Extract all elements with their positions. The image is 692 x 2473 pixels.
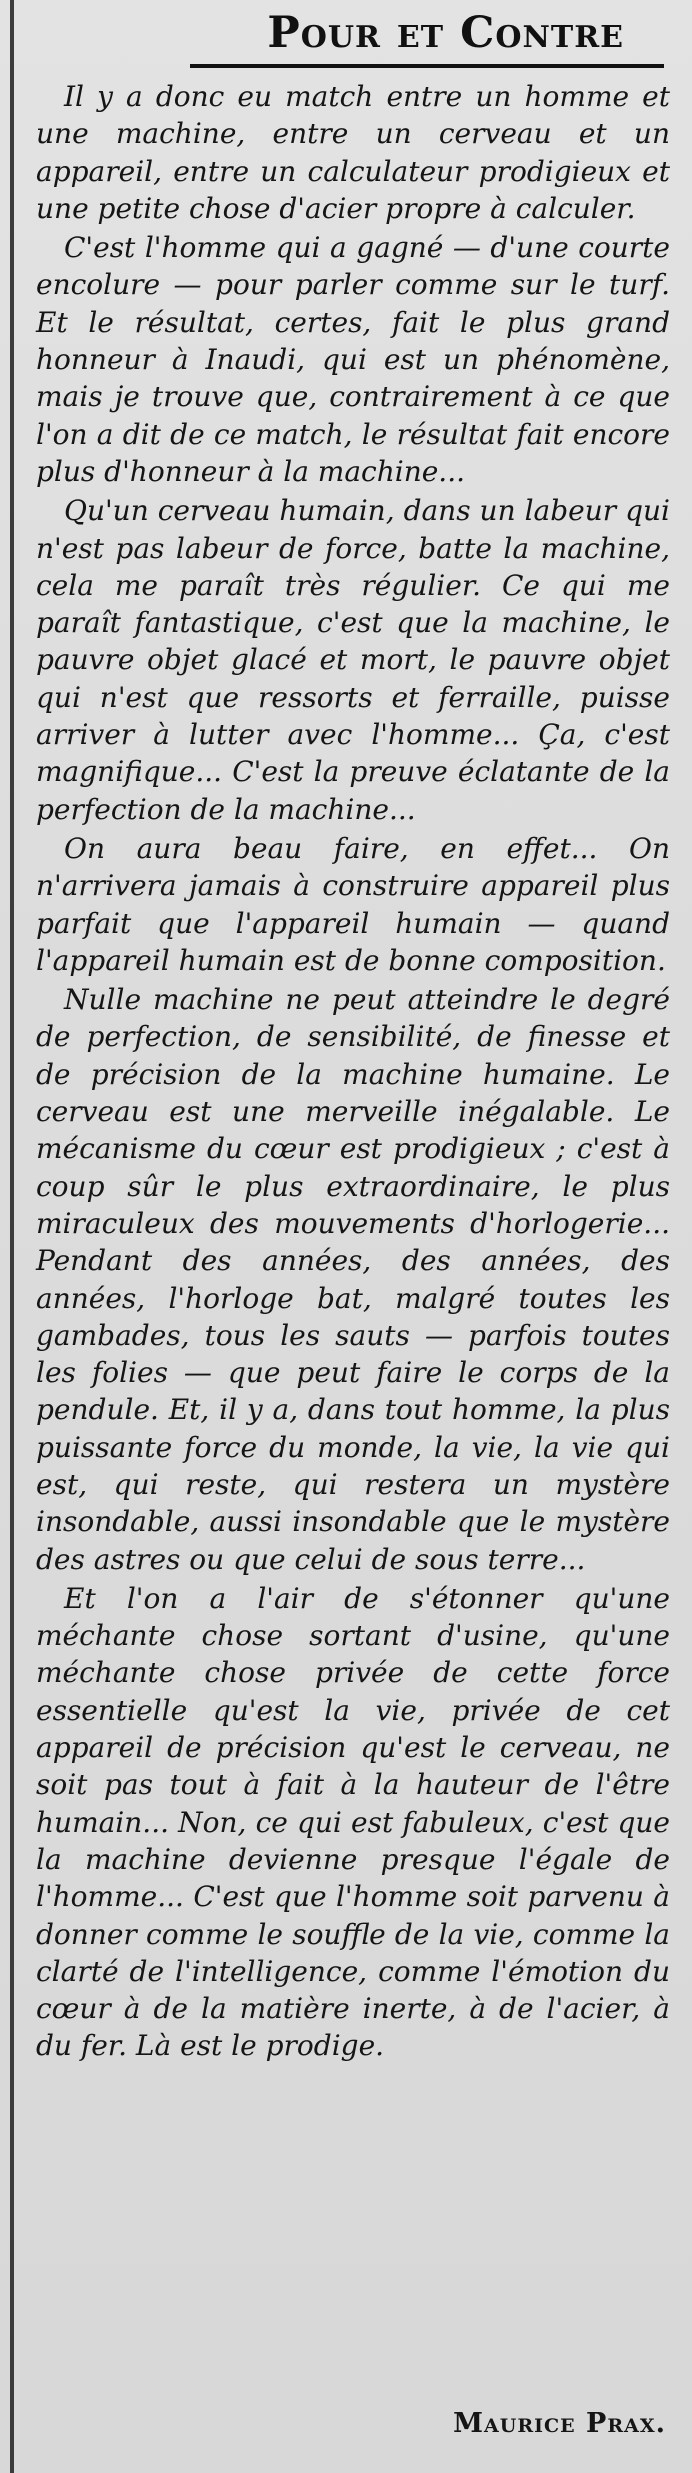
paragraph-6: Et l'on a l'air de s'étonner qu'une méchante chose sortant d'usine, qu'une méchante chose privée de cette force essentielle qu'est la vie, privée de cet appareil de précision qu'est le cerveau, ne soit pas tout à fait à la hauteur de l'être humain... Non, ce qui est fabuleux, c'est que la machine devienne presque l'égale de l'homme... C'est que l'homme soit parvenu à donner comme le souffle de la vie, comme la clarté de l'intelligence, comme l'émotion du cœur à de la matière inerte, à de l'acier, à du fer. Là est le prodige. xyxy=(36,1581,670,2063)
article-body xyxy=(36,78,670,2067)
author-signature: Maurice Prax. xyxy=(453,2408,666,2439)
paragraph-2: C'est l'homme qui a gagné — d'une courte encolure — pour parler comme sur le turf. Et le résultat, certes, fait le plus grand honneur à Inaudi, qui est un phénomène, mais je trouve que, contrairement à ce que l'on a dit de ce match, le résultat fait encore plus d'honneur à la machine... xyxy=(36,231,670,488)
column-rule xyxy=(10,0,14,2473)
paragraph-3: Qu'un cerveau humain, dans un labeur qui n'est pas labeur de force, batte la machine, cela me paraît très régulier. Ce qui me paraît fantastique, c'est que la machine, le pauvre objet glacé et mort, le pauvre objet qui n'est que ressorts et ferraille, puisse arriver à lutter avec l'homme... Ça, c'est magnifique... C'est la preuve éclatante de la perfection de la machine... xyxy=(36,494,670,826)
paragraph-5: Nulle machine ne peut atteindre le degré de perfection, de sensibilité, de finesse et de précision de la machine humaine. Le cerveau est une merveille inégalable. Le mécanisme du cœur est prodigieux ; c'est à coup sûr le plus extraordinaire, le plus miraculeux des mouvements d'horlogerie... Pendant des années, des années, des années, l'horloge bat, malgré toutes les gambades, tous les sauts — parfois toutes les folies — que peut faire le corps de la pendule. Et, il y a, dans tout homme, la plus puissante force du monde, la vie, la vie qui est, qui reste, qui restera un mystère insondable, aussi insondable que le mystère des astres ou que celui de sous terre... xyxy=(36,983,670,1576)
paragraph-1: Il y a donc eu match entre un homme et une machine, entre un cerveau et un appareil, entre un calculateur prodigieux et une petite chose d'acier propre à calculer. xyxy=(36,80,670,225)
title-underline xyxy=(190,64,664,68)
article-title: Pour et Contre xyxy=(267,8,624,58)
paragraph-4: On aura beau faire, en effet... On n'arrivera jamais à construire appareil plus parfait que l'appareil humain — quand l'appareil humain est de bonne composition. xyxy=(36,831,670,977)
title-block xyxy=(40,6,672,66)
